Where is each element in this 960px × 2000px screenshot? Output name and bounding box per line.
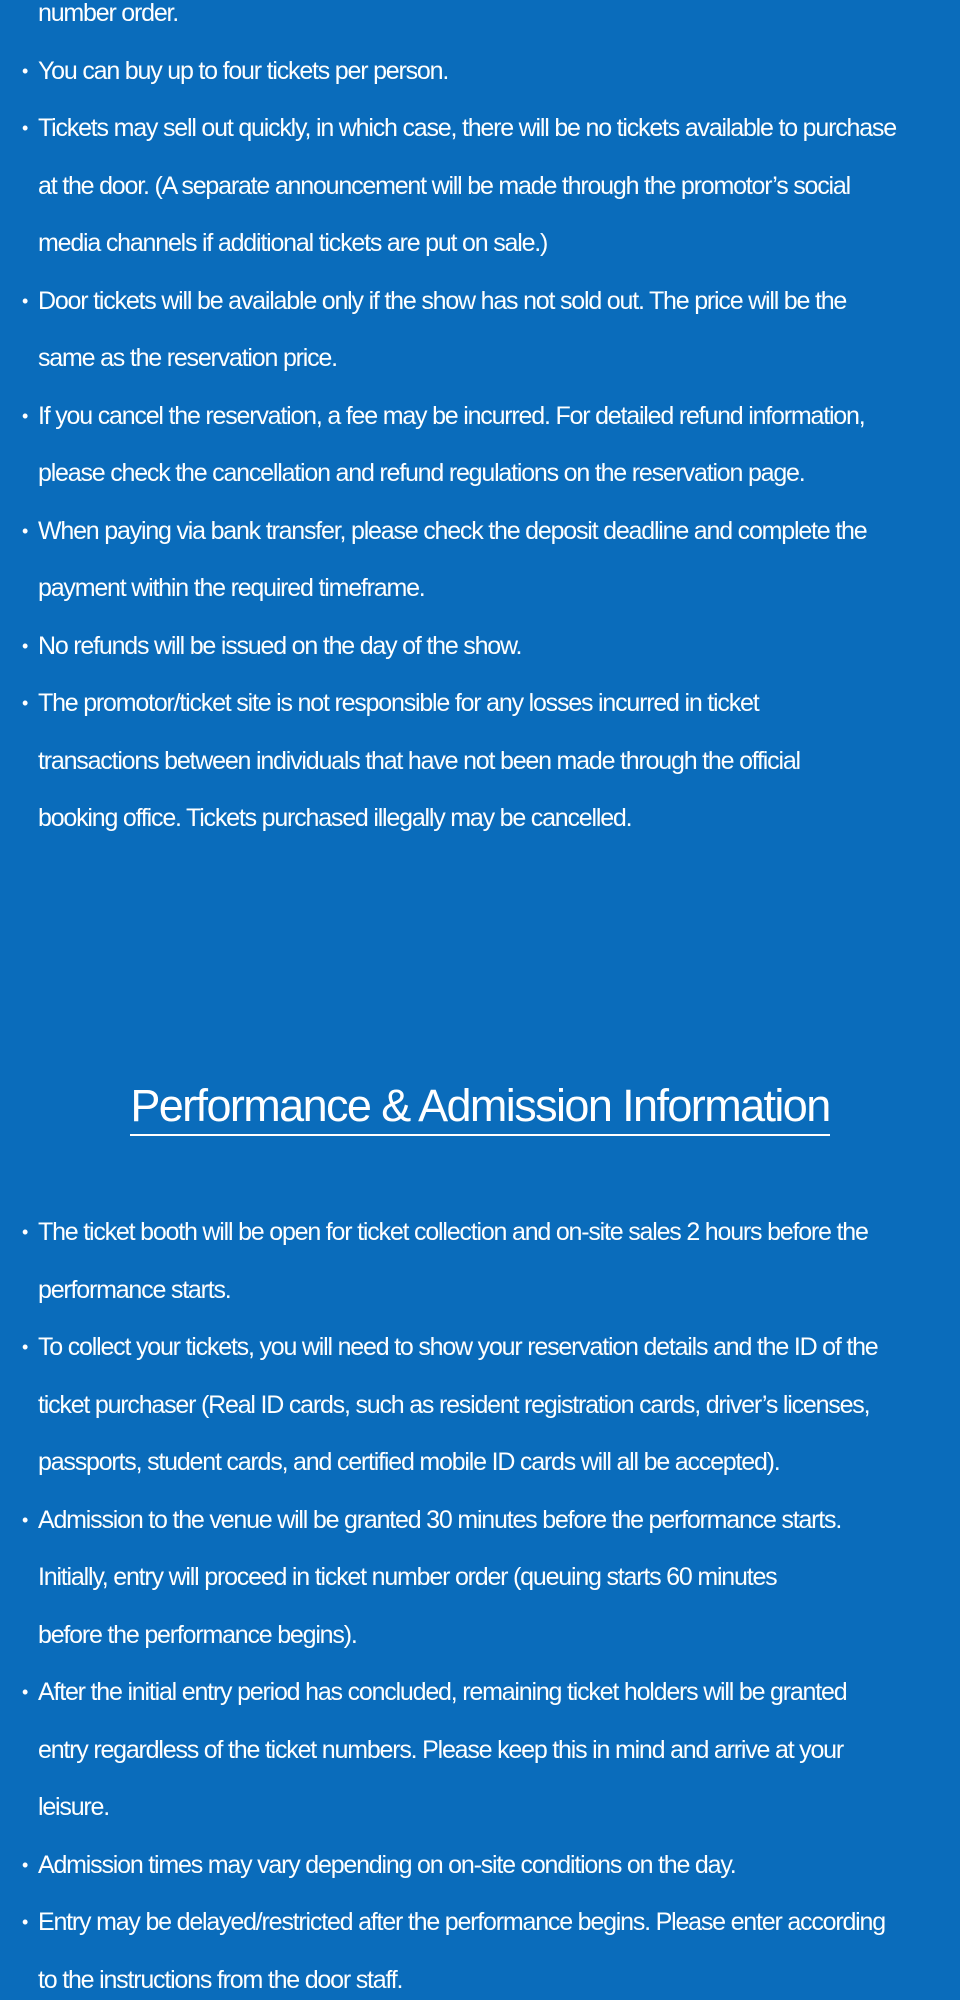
list-item-text: passports, student cards, and certified mobile ID cards will all be accepted). [38, 1448, 780, 1476]
list-item-text: leisure. [38, 1793, 109, 1821]
bullet-glyph: • [22, 406, 29, 426]
list-item-text: please check the cancellation and refund regulations on the reservation page. [38, 459, 805, 487]
list-item-text: transactions between individuals that have not been made through the official [38, 747, 800, 775]
list-item-text: Admission times may vary depending on on-site conditions on the day. [38, 1851, 736, 1879]
list-item-text: When paying via bank transfer, please check the deposit deadline and complete the [38, 517, 867, 545]
bullet-glyph: • [22, 1682, 29, 1702]
bullet-glyph: • [22, 636, 29, 656]
bullet-glyph: • [22, 1912, 29, 1932]
list-item-text: The promotor/ticket site is not responsible for any losses incurred in ticket [38, 689, 759, 717]
section-title: Performance & Admission Information [130, 1078, 829, 1136]
list-item-continuation: number order. [38, 0, 179, 27]
bullet-glyph: • [22, 291, 29, 311]
list-item-text: Tickets may sell out quickly, in which case, there will be no tickets available to purchase [38, 114, 896, 142]
list-item-text: After the initial entry period has concluded, remaining ticket holders will be granted [38, 1678, 847, 1706]
bullet-glyph: • [22, 61, 29, 81]
list-item-text: Door tickets will be available only if the show has not sold out. The price will be the [38, 287, 847, 315]
list-item-text: Entry may be delayed/restricted after the performance begins. Please enter according [38, 1908, 885, 1936]
list-item-text: To collect your tickets, you will need to show your reservation details and the ID of the [38, 1333, 878, 1361]
list-item-text: before the performance begins). [38, 1621, 357, 1649]
bullet-glyph: • [22, 118, 29, 138]
list-item-text: media channels if additional tickets are put on sale.) [38, 229, 548, 257]
list-item-text: at the door. (A separate announcement will be made through the promotor’s social [38, 172, 850, 200]
list-item-text: performance starts. [38, 1276, 231, 1304]
list-item-text: The ticket booth will be open for ticket collection and on-site sales 2 hours before the [38, 1218, 868, 1246]
section-heading-container [0, 1078, 960, 1136]
list-item-text: entry regardless of the ticket numbers. Please keep this in mind and arrive at your [38, 1736, 844, 1764]
list-item-text: same as the reservation price. [38, 344, 337, 372]
bullet-glyph: • [22, 1855, 29, 1875]
list-item-text: Initially, entry will proceed in ticket number order (queuing starts 60 minutes [38, 1563, 777, 1591]
list-item-text: No refunds will be issued on the day of the show. [38, 632, 522, 660]
bullet-glyph: • [22, 521, 29, 541]
bullet-glyph: • [22, 1337, 29, 1357]
list-item-text: payment within the required timeframe. [38, 574, 425, 602]
list-item-text: ticket purchaser (Real ID cards, such as resident registration cards, driver’s licenses, [38, 1391, 870, 1419]
list-item-text: You can buy up to four tickets per person. [38, 57, 449, 85]
list-item-text: If you cancel the reservation, a fee may be incurred. For detailed refund information, [38, 402, 865, 430]
bullet-glyph: • [22, 1510, 29, 1530]
list-item-text: Admission to the venue will be granted 30 minutes before the performance starts. [38, 1506, 842, 1534]
bullet-glyph: • [22, 693, 29, 713]
list-item-text: to the instructions from the door staff. [38, 1966, 403, 1994]
list-item-text: booking office. Tickets purchased illegally may be cancelled. [38, 804, 632, 832]
bullet-glyph: • [22, 1222, 29, 1242]
